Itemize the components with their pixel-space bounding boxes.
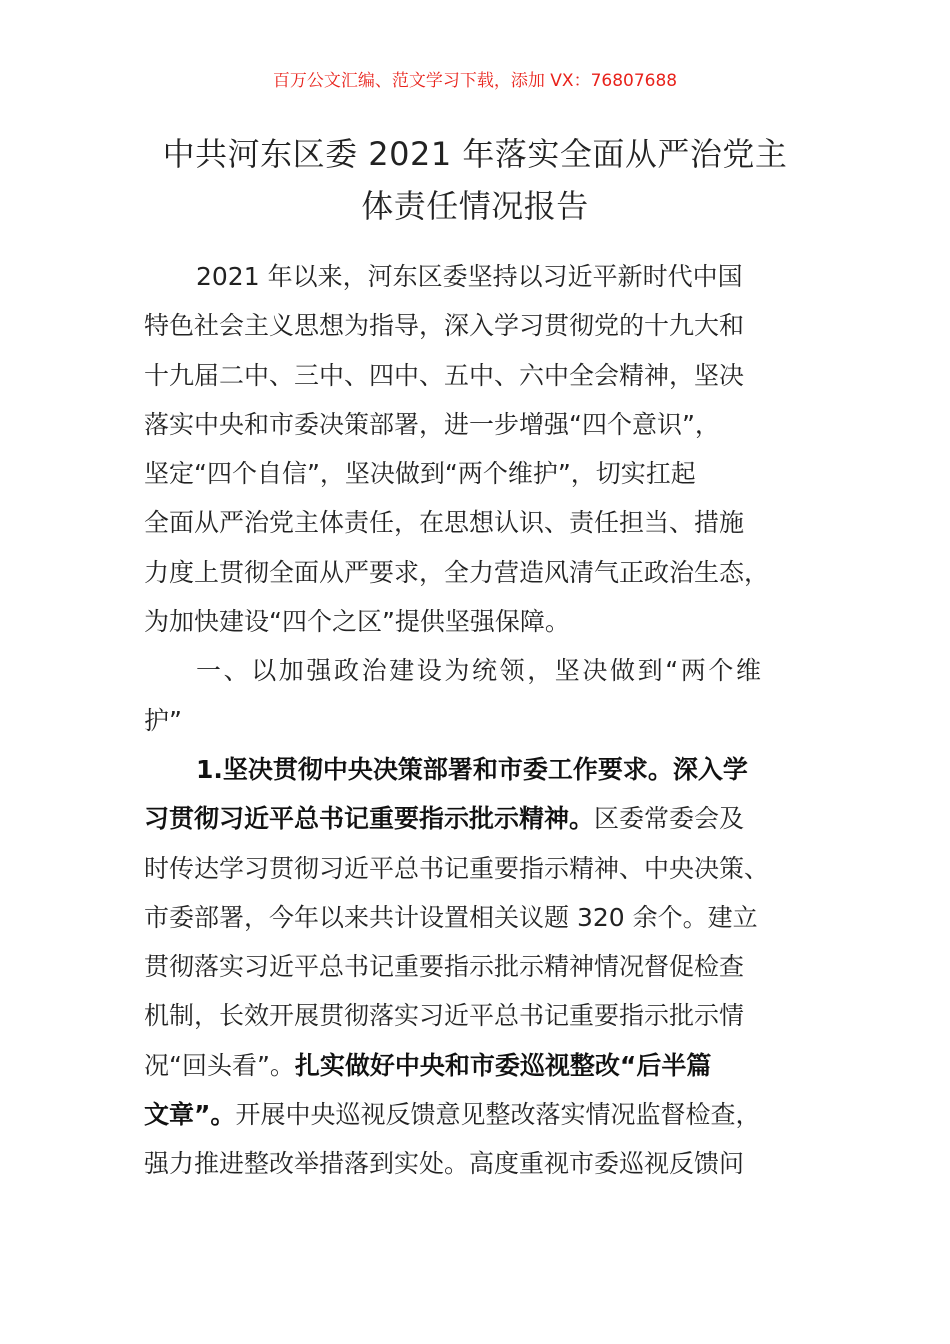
intro-line: 坚定“四个自信”，坚决做到“两个维护”，切实扛起	[144, 459, 696, 489]
intro-line: 2021 年以来，河东区委坚持以习近平新时代中国	[196, 262, 743, 291]
para-line	[144, 1090, 834, 1139]
title-line-1: 中共河东区委 2021 年落实全面从严治党主	[162, 135, 788, 173]
intro-line: 特色社会主义思想为指导，深入学习贯彻党的十九大和	[144, 311, 745, 341]
para-bold-text: 1.坚决贯彻中央决策部署和市委工作要求。深入学	[196, 754, 748, 784]
para-line: 市委部署，今年以来共计设置相关议题 320 余个。建立	[144, 902, 758, 932]
intro-line: 力度上贯彻全面从严要求，全力营造风清气正政治生态，	[144, 557, 770, 587]
intro-line: 全面从严治党主体责任，在思想认识、责任担当、措施	[144, 508, 745, 538]
document-body	[144, 252, 834, 1189]
para-text: 开展中央巡视反馈意见整改落实情况监督检查，	[235, 1100, 761, 1130]
para-bold-text: 文章”。	[144, 1100, 236, 1130]
section-heading-line: 护”	[144, 705, 182, 735]
para-bold-text: 习贯彻习近平总书记重要指示批示精神。	[144, 804, 595, 834]
intro-line: 为加快建设“四个之区”提供坚强保障。	[144, 607, 570, 637]
section-heading-line: 一、以加强政治建设为统领，坚决做到“两个维	[196, 656, 764, 686]
para-bold-text: 扎实做好中央和市委巡视整改“后半篇	[294, 1050, 712, 1080]
para-line: 强力推进整改举措落到实处。高度重视市委巡视反馈问	[144, 1149, 745, 1179]
para-line: 贯彻落实习近平总书记重要指示批示精神情况督促检查	[144, 952, 745, 982]
para-line	[144, 745, 834, 794]
title-line-2: 体责任情况报告	[361, 187, 589, 225]
para-line	[144, 794, 834, 843]
para-text: 区委常委会及	[594, 804, 745, 834]
intro-line: 落实中央和市委决策部署，进一步增强“四个意识”，	[144, 409, 720, 439]
document-title	[130, 128, 820, 232]
para-line	[144, 1041, 834, 1090]
para-line: 时传达学习贯彻习近平总书记重要指示精神、中央决策、	[144, 853, 770, 883]
intro-line: 十九届二中、三中、四中、五中、六中全会精神，坚决	[144, 360, 745, 390]
header-note: 百万公文汇编、范文学习下载，添加 VX：76807688	[272, 71, 678, 91]
para-text: 况“回头看”。	[144, 1050, 295, 1080]
para-line: 机制，长效开展贯彻落实习近平总书记重要指示批示情	[144, 1001, 745, 1031]
